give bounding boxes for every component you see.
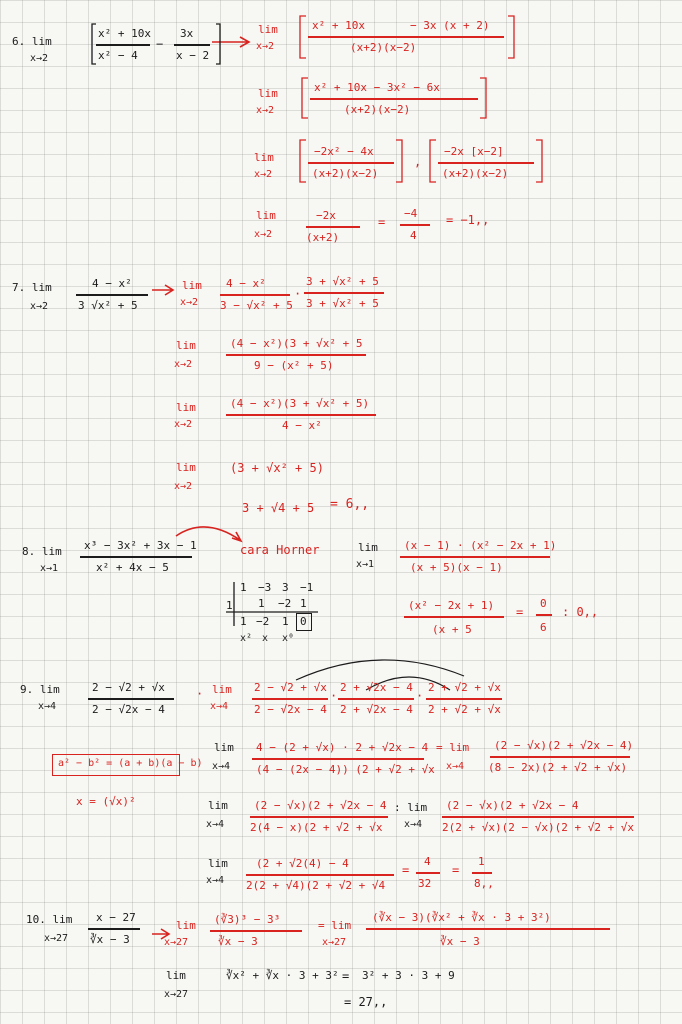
fraction-denominator: ∛x − 3 <box>90 933 130 946</box>
fraction-numerator: (x − 1) · (x² − 2x + 1) <box>404 539 557 552</box>
expression: ∛x² + ∛x · 3 + 3² <box>226 969 339 982</box>
arrow-icon <box>152 285 173 295</box>
fraction-bar <box>96 44 150 46</box>
fraction-bar <box>88 698 174 700</box>
limit-label: lim <box>254 151 274 164</box>
fraction-numerator: 4 <box>424 855 431 868</box>
fraction-bar <box>438 162 534 164</box>
fraction-numerator: (2 − √x)(2 + √2x − 4) <box>494 739 634 752</box>
limit-label: lim <box>208 799 228 812</box>
fraction-bar <box>308 162 394 164</box>
limit-subscript: x→27 <box>164 989 189 1000</box>
fraction-numerator: 2 − √2 + √x <box>92 681 165 694</box>
fraction-denominator: 3 − √x² + 5 <box>220 299 293 312</box>
operator: = <box>342 969 350 983</box>
horner-cell: 1 <box>282 615 289 628</box>
fraction-denominator: 4 <box>410 229 417 242</box>
identity-formula: a² − b² = (a + b)(a − b) <box>58 758 203 769</box>
fraction-numerator: x³ − 3x² + 3x − 1 <box>84 539 197 552</box>
fraction-bar <box>226 414 376 416</box>
fraction-bar <box>76 294 148 296</box>
fraction-bar <box>174 44 210 46</box>
limit-subscript: x→4 <box>206 875 225 886</box>
fraction-bar <box>210 930 302 932</box>
limit-subscript: x→1 <box>356 559 375 570</box>
fraction-bar <box>88 928 140 930</box>
fraction-numerator: (4 − x²)(3 + √x² + 5 <box>230 337 363 350</box>
limit-subscript: x→2 <box>174 419 193 430</box>
fraction-bar <box>426 698 502 700</box>
fraction-numerator: 2 + √2x − 4 <box>340 681 413 694</box>
limit-subscript: x→2 <box>174 359 193 370</box>
fraction-bar <box>338 698 414 700</box>
limit-label: lim <box>176 919 196 932</box>
fraction-denominator: (x+2)(x−2) <box>350 41 417 54</box>
fraction-denominator: 2(2 + √4)(2 + √2 + √4 <box>246 879 386 892</box>
fraction-denominator: (x+2)(x−2) <box>344 103 411 116</box>
answer: = 27,, <box>344 995 388 1009</box>
limit-subscript: x→2 <box>180 297 199 308</box>
problem-7-label: 7. lim <box>12 281 52 294</box>
operator: = <box>402 863 410 877</box>
fraction-numerator: 2 + √2 + √x <box>428 681 501 694</box>
fraction-numerator: 3 + √x² + 5 <box>306 275 379 288</box>
limit-subscript: x→4 <box>38 701 57 712</box>
fraction-numerator: (2 − √x)(2 + √2x − 4 <box>446 799 579 812</box>
limit-subscript: x→4 <box>446 761 465 772</box>
fraction-bar <box>310 98 478 100</box>
limit-subscript: x→4 <box>210 701 229 712</box>
limit-subscript: x→1 <box>40 563 59 574</box>
fraction-denominator: 2 − √2x − 4 <box>92 703 165 716</box>
separator: , <box>414 155 422 169</box>
fraction-denominator: (x+2) <box>306 231 340 244</box>
limit-subscript: x→2 <box>30 301 49 312</box>
limit-subscript: x→4 <box>404 819 423 830</box>
limit-label: = lim <box>318 919 352 932</box>
fraction-numerator: (2 + √2(4) − 4 <box>256 857 349 870</box>
horner-exponent: x <box>262 633 269 644</box>
limit-label: lim <box>166 969 186 982</box>
fraction-bar <box>252 698 328 700</box>
fraction-denominator: ∛x − 3 <box>218 935 258 948</box>
answer: : 0,, <box>562 605 599 619</box>
fraction-numerator: 2 − √2 + √x <box>254 681 327 694</box>
operator: = <box>378 215 386 229</box>
fraction-denominator: (x + 5)(x − 1) <box>410 561 503 574</box>
fraction-denominator: x² − 4 <box>98 49 138 62</box>
horner-exponent: x⁰ <box>282 633 295 644</box>
fraction-denominator: ∛x − 3 <box>440 935 480 948</box>
fraction-denominator: (8 − 2x)(2 + √2 + √x) <box>488 761 628 774</box>
fraction-denominator: (x + 5 <box>432 623 472 636</box>
fraction-denominator: (x+2)(x−2) <box>442 167 509 180</box>
limit-subscript: x→4 <box>212 761 231 772</box>
fraction-bar <box>308 36 504 38</box>
fraction-denominator: 9 − (x² + 5) <box>254 359 334 372</box>
operator: · <box>196 687 204 701</box>
arrow-icon <box>212 37 249 47</box>
fraction-bar <box>400 556 550 558</box>
fraction-numerator: 0 <box>540 597 547 610</box>
limit-label: lim <box>358 541 378 554</box>
fraction-denominator: 2(4 − x)(2 + √2 + √x <box>250 821 383 834</box>
limit-subscript: x→2 <box>256 41 275 52</box>
fraction-denominator: (x+2)(x−2) <box>312 167 379 180</box>
fraction-bar <box>246 874 394 876</box>
problem-10-label: 10. lim <box>26 913 73 926</box>
fraction-numerator: 3x <box>180 27 194 40</box>
horner-cell: −2 <box>278 597 292 610</box>
limit-label: lim <box>176 461 196 474</box>
horner-cell: −2 <box>256 615 270 628</box>
fraction-bar <box>250 816 388 818</box>
fraction-numerator: x² + 10x − 3x² − 6x <box>314 81 440 94</box>
operator: = <box>516 605 524 619</box>
horner-remainder: 0 <box>300 615 307 628</box>
fraction-bar <box>366 928 610 930</box>
fraction-denominator: 32 <box>418 877 432 890</box>
fraction-denominator: 8,, <box>474 877 494 890</box>
operator: · <box>416 689 424 703</box>
fraction-bar <box>80 556 192 558</box>
problem-9-label: 9. lim <box>20 683 60 696</box>
fraction-denominator: x − 2 <box>176 49 210 62</box>
horner-cell: −1 <box>300 581 314 594</box>
arc-line <box>296 660 464 680</box>
fraction-denominator: 2(2 + √x)(2 − √x)(2 + √2 + √x <box>442 821 635 834</box>
fraction-bar <box>226 354 366 356</box>
limit-subscript: x→27 <box>44 933 69 944</box>
fraction-denominator: 6 <box>540 621 547 634</box>
limit-label: = lim <box>436 741 470 754</box>
operator: · <box>294 287 302 301</box>
fraction-denominator: 3 + √x² + 5 <box>306 297 379 310</box>
fraction-denominator: x² + 4x − 5 <box>96 561 169 574</box>
fraction-bar <box>472 872 492 874</box>
answer: = 6,, <box>330 497 370 512</box>
limit-label: : lim <box>394 801 428 814</box>
limit-label: lim <box>176 401 196 414</box>
fraction-bar <box>252 758 424 760</box>
fraction-bar <box>400 224 430 226</box>
identity-note: x = (√x)² <box>76 795 136 808</box>
limit-label: lim <box>208 857 228 870</box>
fraction-numerator: (2 − √x)(2 + √2x − 4 <box>254 799 387 812</box>
method-label: cara Horner <box>240 543 320 557</box>
fraction-numerator: −2x² − 4x <box>314 145 374 158</box>
fraction-numerator: x² + 10x <box>98 27 151 40</box>
horner-cell: 1 <box>258 597 265 610</box>
fraction-numerator: x − 27 <box>96 911 136 924</box>
answer: = −1,, <box>446 213 490 227</box>
fraction-numerator: (∛3)³ − 3³ <box>214 913 281 926</box>
limit-subscript: x→27 <box>322 937 347 948</box>
limit-subscript: x→2 <box>174 481 193 492</box>
limit-subscript: x→2 <box>256 105 275 116</box>
limit-subscript: x→2 <box>254 229 273 240</box>
fraction-bar <box>220 294 290 296</box>
fraction-numerator: − 3x (x + 2) <box>410 19 490 32</box>
horner-cell: 1 <box>300 597 307 610</box>
limit-subscript: x→2 <box>254 169 273 180</box>
limit-label: lim <box>258 23 278 36</box>
limit-subscript: x→27 <box>164 937 189 948</box>
horner-divisor: 1 <box>226 599 233 612</box>
fraction-bar <box>536 614 552 616</box>
fraction-bar <box>442 816 634 818</box>
fraction-numerator: 1 <box>478 855 485 868</box>
fraction-numerator: x² + 10x <box>312 19 365 32</box>
limit-label: lim <box>176 339 196 352</box>
limit-label: lim <box>258 87 278 100</box>
horner-cell: 1 <box>240 581 247 594</box>
limit-label: lim <box>256 209 276 222</box>
horner-cell: −3 <box>258 581 272 594</box>
fraction-numerator: −2x <box>316 209 336 222</box>
problem-8-label: 8. lim <box>22 545 62 558</box>
limit-subscript: x→4 <box>206 819 225 830</box>
limit-label: lim <box>214 741 234 754</box>
operator: = <box>452 863 460 877</box>
operator: − <box>156 37 164 51</box>
fraction-bar <box>416 872 440 874</box>
horner-cell: 1 <box>240 615 247 628</box>
fraction-bar <box>490 756 630 758</box>
horner-cell: 3 <box>282 581 289 594</box>
fraction-numerator: 4 − x² <box>92 277 132 290</box>
fraction-numerator: 4 − (2 + √x) · 2 + √2x − 4 <box>256 741 429 754</box>
fraction-numerator: −2x [x−2] <box>444 145 504 158</box>
operator: · <box>330 689 338 703</box>
fraction-denominator: 2 − √2x − 4 <box>254 703 327 716</box>
fraction-numerator: (x² − 2x + 1) <box>408 599 495 612</box>
limit-label: lim <box>182 279 202 292</box>
fraction-bar <box>306 226 360 228</box>
expression: (3 + √x² + 5) <box>230 461 324 475</box>
fraction-denominator: 3 √x² + 5 <box>78 299 138 312</box>
fraction-bar <box>404 616 504 618</box>
expression: 3² + 3 · 3 + 9 <box>362 969 455 982</box>
limit-label: lim <box>212 683 232 696</box>
fraction-numerator: (∛x − 3)(∛x² + ∛x · 3 + 3²) <box>372 911 551 924</box>
fraction-numerator: −4 <box>404 207 418 220</box>
fraction-bar <box>304 292 384 294</box>
horner-exponent: x² <box>240 633 253 644</box>
problem-6-label: 6. lim <box>12 35 52 48</box>
fraction-numerator: 4 − x² <box>226 277 266 290</box>
expression: 3 + √4 + 5 <box>242 501 315 515</box>
fraction-denominator: 4 − x² <box>282 419 322 432</box>
fraction-denominator: 2 + √2 + √x <box>428 703 501 716</box>
fraction-denominator: 2 + √2x − 4 <box>340 703 413 716</box>
fraction-numerator: (4 − x²)(3 + √x² + 5) <box>230 397 370 410</box>
limit-subscript: x→2 <box>30 53 49 64</box>
fraction-denominator: (4 − (2x − 4)) (2 + √2 + √x <box>256 763 435 776</box>
